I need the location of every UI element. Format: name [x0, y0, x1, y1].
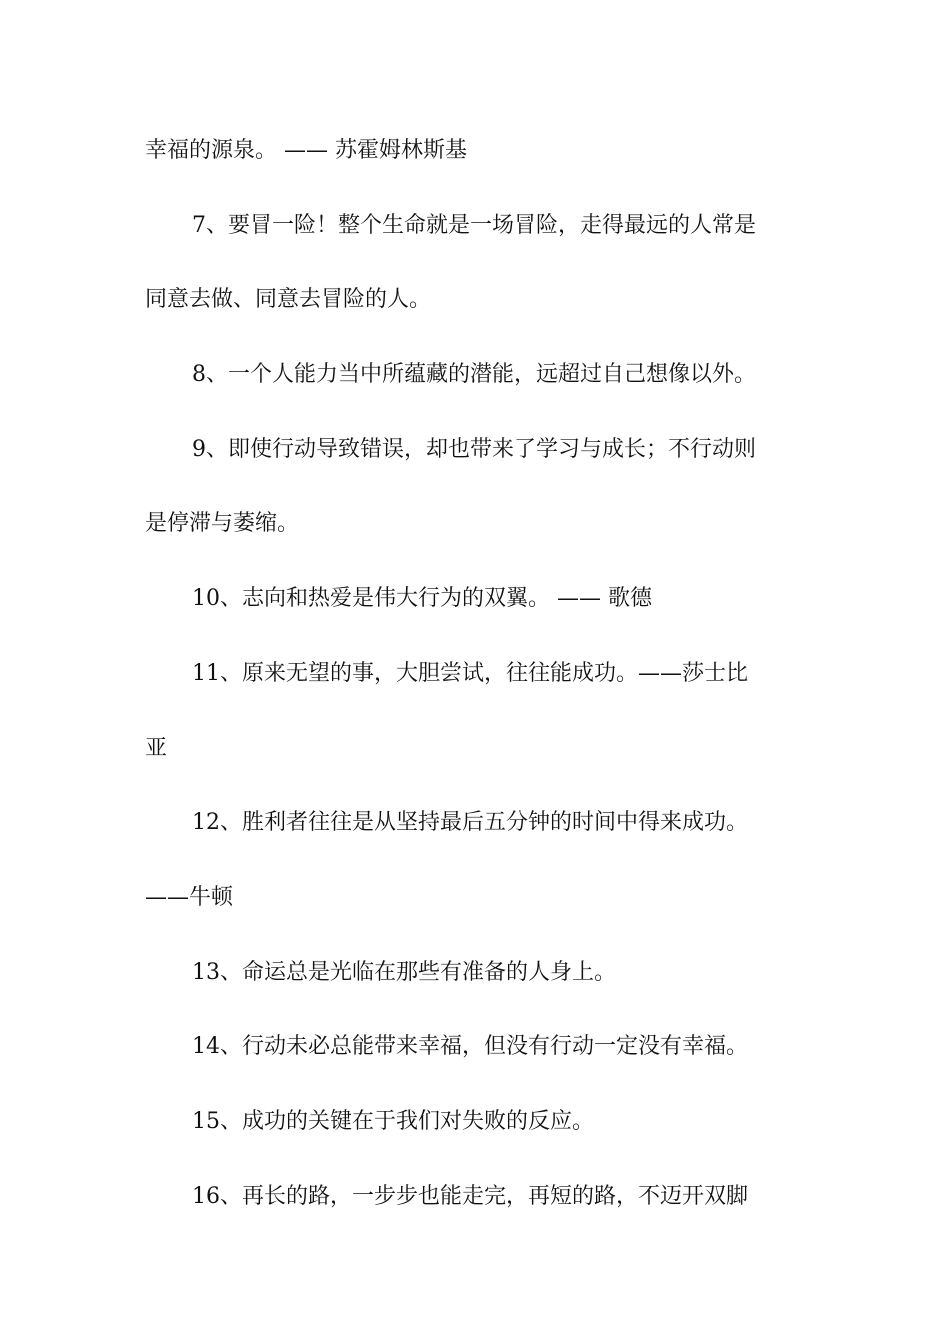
- quote-12-line-2: ——牛顿: [145, 884, 234, 910]
- quote-9-line-2: 是停滞与萎缩。: [145, 511, 300, 537]
- quote-10: 10、志向和热爱是伟大行为的双翼。 —— 歌德: [192, 586, 652, 612]
- quote-9-line-1: 9、即使行动导致错误，却也带来了学习与成长；不行动则: [192, 436, 756, 462]
- quote-13: 13、命运总是光临在那些有准备的人身上。: [192, 959, 616, 985]
- quote-15: 15、成功的关键在于我们对失败的反应。: [192, 1108, 594, 1134]
- quote-7-line-2: 同意去做、同意去冒险的人。: [145, 287, 432, 313]
- quote-11-line-1: 11、原来无望的事，大胆尝试，往往能成功。——莎士比: [192, 660, 748, 686]
- document-body: [145, 128, 807, 1248]
- quote-8: 8、一个人能力当中所蕴藏的潜能，远超过自己想像以外。: [192, 362, 756, 388]
- quote-11-line-2: 亚: [145, 735, 168, 761]
- quote-continuation-line: 幸福的源泉。 —— 苏霍姆林斯基: [145, 138, 467, 163]
- quote-7-line-1: 7、要冒一险！整个生命就是一场冒险，走得最远的人常是: [192, 212, 756, 238]
- quote-12-line-1: 12、胜利者往往是从坚持最后五分钟的时间中得来成功。: [192, 810, 748, 836]
- quote-14: 14、行动未必总能带来幸福，但没有行动一定没有幸福。: [192, 1034, 748, 1060]
- quote-16-line-1: 16、再长的路，一步步也能走完，再短的路，不迈开双脚: [192, 1183, 748, 1209]
